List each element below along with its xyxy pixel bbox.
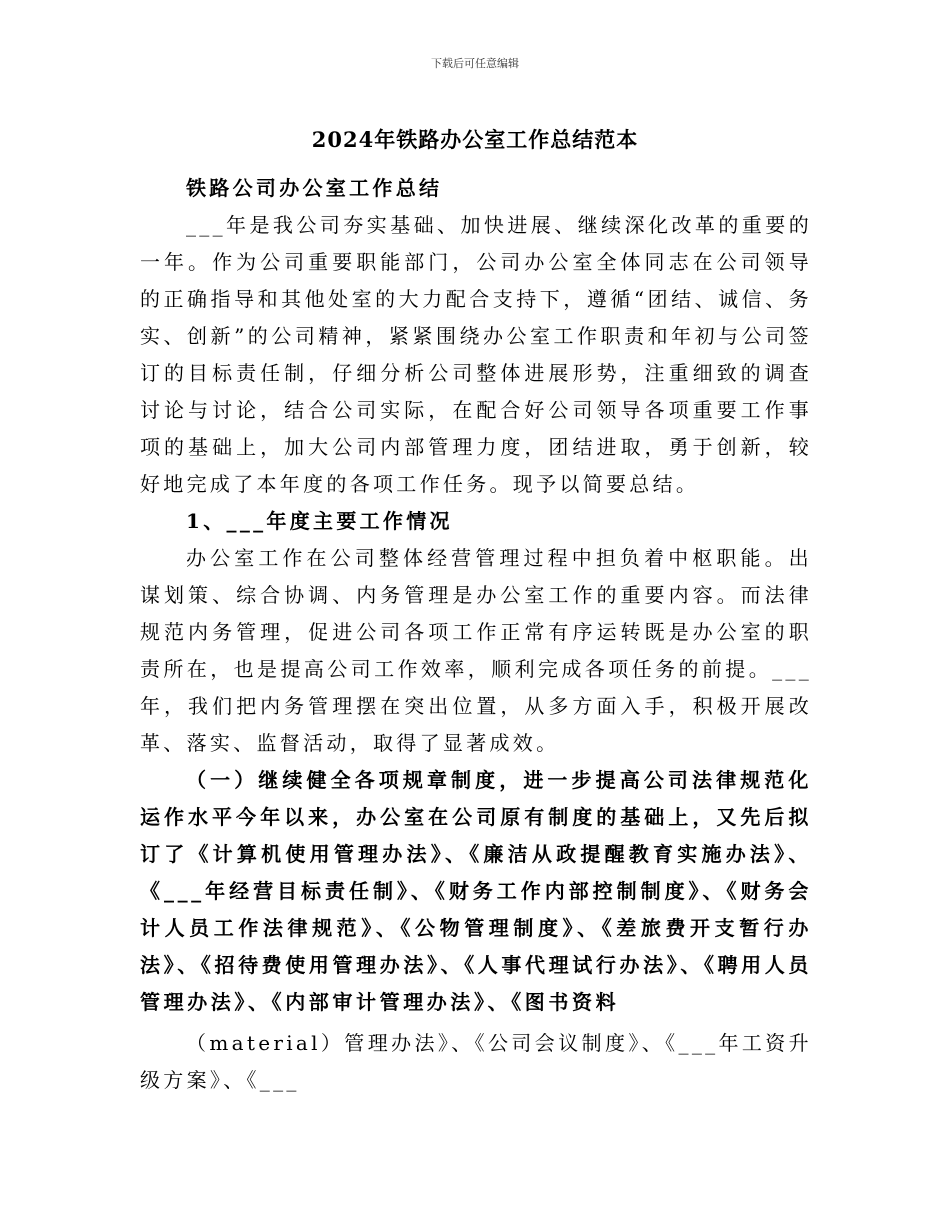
header-note: 下载后可任意编辑 (431, 57, 519, 70)
subtitle: 铁路公司办公室工作总结 (186, 176, 443, 200)
paragraph-continued: （material）管理办法》、《公司会议制度》、《___年工资升级方案》、《___ (140, 1031, 812, 1092)
paragraph-regulations: （一）继续健全各项规章制度，进一步提高公司法律规范化运作水平今年以来，办公室在公司原有制度的基础上，又先后拟订了《计算机使用管理办法》、《廉洁从政提醒教育实施办法》、《___年经营目标责任制》、《财务工作内部控制制度》、《财务会计人员工作法律规范》、《公物管理制度》、《差旅费开支暂行办法》、《招待费使用管理办法》、《人事代理试行办法》、《聘用人员管理办法》、《内部审计管理办法》、《图书资料 (140, 768, 812, 1014)
document-body (140, 170, 812, 1099)
paragraph-intro: ___年是我公司夯实基础、加快进展、继续深化改革的重要的一年。作为公司重要职能部门，公司办公室全体同志在公司领导的正确指导和其他处室的大力配合支持下，遵循“团结、诚信、务实、创新”的公司精神，紧紧围绕办公室工作职责和年初与公司签订的目标责任制，仔细分析公司整体进展形势，注重细致的调查讨论与讨论，结合公司实际，在配合好公司领导各项重要工作事项的基础上，加大公司内部管理力度，团结进取，勇于创新，较好地完成了本年度的各项工作任务。现予以简要总结。 (140, 213, 812, 496)
section-heading: 1、___年度主要工作情况 (186, 509, 453, 533)
page-title: 2024年铁路办公室工作总结范本 (311, 127, 639, 152)
paragraph-office-work: 办公室工作在公司整体经营管理过程中担负着中枢职能。出谋划策、综合协调、内务管理是办公室工作的重要内容。而法律规范内务管理，促进公司各项工作正常有序运转既是办公室的职责所在，也是提高公司工作效率，顺利完成各项任务的前提。___年，我们把内务管理摆在突出位置，从多方面入手，积极开展改革、落实、监督活动，取得了显著成效。 (140, 546, 812, 755)
